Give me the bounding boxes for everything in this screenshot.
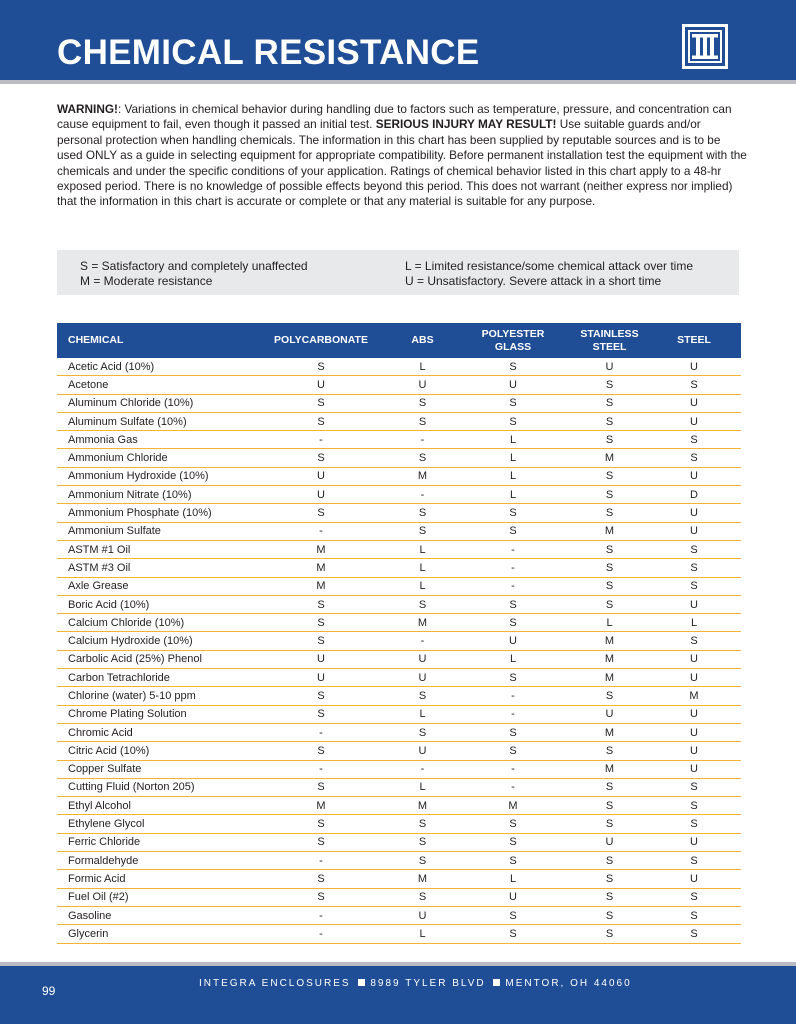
- polycarbonate-rating: -: [319, 525, 323, 538]
- chemical-name: Acetone: [68, 378, 109, 391]
- footer-street: 8989 TYLER BLVD: [370, 978, 486, 989]
- steel-rating: S: [690, 854, 698, 867]
- stainless-steel-rating: S: [605, 415, 614, 428]
- chemical-name: Copper Sulfate: [68, 763, 142, 776]
- chemical-name: Citric Acid (10%): [68, 744, 150, 757]
- abs-rating: M: [417, 470, 428, 483]
- steel-rating: U: [690, 470, 698, 483]
- table-row: [57, 815, 741, 833]
- polyester-glass-rating: S: [509, 360, 517, 373]
- table-row: [57, 358, 741, 376]
- abs-rating: M: [417, 872, 428, 885]
- polycarbonate-rating: U: [317, 653, 325, 666]
- table-row: [57, 578, 741, 596]
- square-bullet-icon: [493, 979, 500, 986]
- stainless-steel-rating: S: [605, 433, 614, 446]
- polyester-glass-rating: S: [509, 671, 517, 684]
- polyester-glass-rating: L: [509, 488, 517, 501]
- polycarbonate-rating: S: [317, 360, 325, 373]
- polyester-glass-rating: L: [509, 653, 517, 666]
- abs-rating: -: [420, 488, 425, 501]
- polyester-glass-rating: S: [509, 598, 517, 611]
- legend-satisfactory: S = Satisfactory and completely unaffected: [80, 259, 308, 273]
- steel-rating: U: [690, 598, 698, 611]
- polycarbonate-rating: S: [317, 415, 325, 428]
- table-row: [57, 852, 741, 870]
- header-divider: [0, 80, 796, 84]
- table-row: [57, 504, 741, 522]
- chemical-name: Ammonium Phosphate (10%): [68, 507, 212, 520]
- table-row: [57, 889, 741, 907]
- abs-rating: S: [418, 397, 427, 410]
- table-row: [57, 706, 741, 724]
- stainless-steel-rating: S: [605, 561, 614, 574]
- polyester-glass-rating: L: [509, 872, 517, 885]
- stainless-steel-rating: S: [605, 598, 614, 611]
- polyester-glass-rating: L: [509, 433, 517, 446]
- polyester-glass-rating: L: [509, 470, 517, 483]
- stainless-steel-rating: S: [605, 397, 614, 410]
- polyester-glass-rating: S: [509, 927, 517, 940]
- polyester-glass-rating: S: [509, 415, 517, 428]
- chemical-name: Ammonium Chloride: [68, 452, 168, 465]
- polycarbonate-rating: -: [319, 726, 323, 739]
- polycarbonate-rating: U: [317, 378, 325, 391]
- table-row: [57, 449, 741, 467]
- header-polycarbonate: POLYCARBONATE: [274, 334, 368, 346]
- chemical-name: Axle Grease: [68, 580, 129, 593]
- steel-rating: U: [690, 726, 698, 739]
- table-row: [57, 413, 741, 431]
- stainless-steel-rating: U: [605, 360, 614, 373]
- chemical-resistance-table: [57, 323, 741, 944]
- table-row: [57, 797, 741, 815]
- abs-rating: S: [418, 525, 427, 538]
- polyester-glass-rating: S: [509, 854, 517, 867]
- steel-rating: U: [690, 525, 698, 538]
- polyester-glass-rating: S: [509, 744, 517, 757]
- chemical-name: Ammonium Sulfate: [68, 525, 161, 538]
- legend-limited: L = Limited resistance/some chemical attack over time: [405, 259, 694, 273]
- steel-rating: S: [690, 927, 698, 940]
- chemical-name: Formaldehyde: [68, 854, 139, 867]
- steel-rating: U: [690, 836, 698, 849]
- chemical-name: Ethylene Glycol: [68, 818, 145, 831]
- table-row: [57, 486, 741, 504]
- table-body: [57, 358, 741, 944]
- polyester-glass-rating: S: [509, 507, 517, 520]
- abs-rating: M: [417, 799, 428, 812]
- polyester-glass-rating: -: [511, 763, 515, 776]
- abs-rating: S: [418, 507, 427, 520]
- chemical-name: Cutting Fluid (Norton 205): [68, 781, 195, 794]
- steel-rating: S: [690, 891, 698, 904]
- steel-rating: D: [690, 488, 698, 501]
- stainless-steel-rating: S: [605, 909, 614, 922]
- chemical-name: Chrome Plating Solution: [68, 708, 187, 721]
- table-row: [57, 523, 741, 541]
- abs-rating: S: [418, 452, 427, 465]
- ratings-legend: [57, 250, 739, 295]
- steel-rating: U: [690, 415, 698, 428]
- header-chemical: CHEMICAL: [68, 334, 124, 346]
- polycarbonate-rating: S: [317, 598, 325, 611]
- abs-rating: M: [417, 616, 428, 629]
- abs-rating: S: [418, 726, 427, 739]
- steel-rating: U: [690, 744, 698, 757]
- stainless-steel-rating: M: [604, 763, 615, 776]
- chemical-name: Chlorine (water) 5-10 ppm: [68, 689, 196, 702]
- polyester-glass-rating: -: [511, 689, 515, 702]
- footer-address: [199, 978, 632, 989]
- table-row: [57, 376, 741, 394]
- stainless-steel-rating: S: [605, 507, 614, 520]
- stainless-steel-rating: M: [604, 671, 615, 684]
- table-row: [57, 632, 741, 650]
- stainless-steel-rating: M: [604, 726, 615, 739]
- table-row: [57, 559, 741, 577]
- polycarbonate-rating: -: [319, 763, 323, 776]
- footer-city: MENTOR, OH 44060: [505, 978, 632, 989]
- steel-rating: S: [690, 561, 698, 574]
- polycarbonate-rating: S: [317, 818, 325, 831]
- header-abs: ABS: [411, 334, 434, 346]
- steel-rating: S: [690, 378, 698, 391]
- steel-rating: S: [690, 452, 698, 465]
- steel-rating: S: [690, 781, 698, 794]
- steel-rating: S: [690, 799, 698, 812]
- polyester-glass-rating: -: [511, 781, 515, 794]
- legend-moderate: M = Moderate resistance: [80, 274, 213, 288]
- table-row: [57, 925, 741, 943]
- polyester-glass-rating: S: [509, 397, 517, 410]
- steel-rating: M: [689, 689, 699, 702]
- table-row: [57, 431, 741, 449]
- steel-rating: S: [690, 580, 698, 593]
- polyester-glass-rating: -: [511, 543, 515, 556]
- stainless-steel-rating: M: [604, 525, 615, 538]
- table-row: [57, 614, 741, 632]
- polyester-glass-rating: S: [509, 525, 517, 538]
- footer-company: INTEGRA ENCLOSURES: [199, 978, 351, 989]
- polyester-glass-rating: S: [509, 818, 517, 831]
- stainless-steel-rating: S: [605, 580, 614, 593]
- warning-text-2: Use suitable guards and/or personal protection when handling chemicals. The information in this chart has been supplied by reputable sources and is to be used ONLY as a guide in selecting equipment for appropriate compatibility. Before permanent installation test the equipment with the chemicals and under the specific conditions of your application. Ratings of chemical behavior listed in this chart apply to a 48-hr exposed period. There is no knowledge of possible effects beyond this period. This does not warrant (neither express nor implied) that the information in this chart is accurate or complete or that any material is suitable for any purpose.: [57, 117, 747, 209]
- warning-label: WARNING!: [57, 102, 118, 116]
- chemical-name: Ferric Chloride: [68, 836, 141, 849]
- stainless-steel-rating: S: [605, 543, 614, 556]
- chemical-name: Calcium Hydroxide (10%): [68, 635, 193, 648]
- chemical-name: Calcium Chloride (10%): [68, 616, 185, 629]
- page-number: 99: [42, 984, 56, 998]
- steel-rating: U: [690, 872, 698, 885]
- polycarbonate-rating: U: [317, 470, 325, 483]
- polyester-glass-rating: M: [508, 799, 518, 812]
- steel-rating: S: [690, 433, 698, 446]
- table-header-row: [57, 323, 741, 358]
- abs-rating: S: [418, 836, 427, 849]
- stainless-steel-rating: U: [605, 836, 614, 849]
- polyester-glass-rating: S: [509, 616, 517, 629]
- polycarbonate-rating: S: [317, 635, 325, 648]
- polyester-glass-rating: U: [509, 378, 517, 391]
- abs-rating: U: [418, 744, 427, 757]
- stainless-steel-rating: L: [606, 616, 613, 629]
- table-row: [57, 724, 741, 742]
- table-row: [57, 779, 741, 797]
- chemical-name: ASTM #1 Oil: [68, 543, 131, 556]
- polycarbonate-rating: S: [317, 616, 325, 629]
- steel-rating: U: [690, 671, 698, 684]
- steel-rating: U: [690, 507, 698, 520]
- abs-rating: L: [419, 580, 426, 593]
- polyester-glass-rating: S: [509, 836, 517, 849]
- abs-rating: L: [419, 708, 426, 721]
- abs-rating: U: [418, 378, 427, 391]
- stainless-steel-rating: M: [604, 452, 615, 465]
- abs-rating: L: [419, 561, 426, 574]
- polycarbonate-rating: M: [316, 799, 326, 812]
- abs-rating: -: [420, 433, 425, 446]
- stainless-steel-rating: S: [605, 689, 614, 702]
- warning-text-1: : Variations in chemical behavior during handling due to factors such as temperature, pressure, and concentration can cause equipment to fail, even though it passed an initial test.: [57, 102, 732, 132]
- polycarbonate-rating: U: [317, 671, 325, 684]
- table-row: [57, 596, 741, 614]
- warning-emphasis: SERIOUS INJURY MAY RESULT!: [375, 117, 557, 132]
- polycarbonate-rating: M: [316, 561, 326, 574]
- stainless-steel-rating: M: [604, 635, 615, 648]
- steel-rating: S: [690, 909, 698, 922]
- table-row: [57, 669, 741, 687]
- chemical-name: ASTM #3 Oil: [68, 561, 131, 574]
- abs-rating: S: [418, 415, 427, 428]
- stainless-steel-rating: S: [605, 799, 614, 812]
- polycarbonate-rating: -: [319, 854, 323, 867]
- polycarbonate-rating: M: [316, 580, 326, 593]
- warning-notice: [57, 102, 747, 210]
- page-title: CHEMICAL RESISTANCE: [57, 33, 480, 72]
- table-row: [57, 834, 741, 852]
- chemical-name: Ammonia Gas: [68, 433, 138, 446]
- polycarbonate-rating: S: [317, 689, 325, 702]
- abs-rating: -: [420, 635, 425, 648]
- polyester-glass-rating: S: [509, 909, 517, 922]
- steel-rating: S: [690, 543, 698, 556]
- stainless-steel-rating: S: [605, 891, 614, 904]
- polycarbonate-rating: S: [317, 836, 325, 849]
- abs-rating: -: [420, 763, 425, 776]
- stainless-steel-rating: S: [605, 378, 614, 391]
- header-polyester-glass: POLYESTER GLASS: [481, 327, 545, 353]
- polyester-glass-rating: U: [509, 891, 517, 904]
- abs-rating: L: [419, 543, 426, 556]
- abs-rating: S: [418, 689, 427, 702]
- stainless-steel-rating: S: [605, 744, 614, 757]
- chemical-name: Glycerin: [68, 927, 109, 940]
- integra-logo-icon: [682, 24, 728, 69]
- polycarbonate-rating: M: [316, 543, 326, 556]
- polyester-glass-rating: -: [511, 708, 515, 721]
- abs-rating: U: [418, 653, 427, 666]
- polyester-glass-rating: -: [511, 561, 515, 574]
- table-row: [57, 687, 741, 705]
- steel-rating: S: [690, 818, 698, 831]
- polyester-glass-rating: U: [509, 635, 517, 648]
- chemical-name: Aluminum Sulfate (10%): [68, 415, 187, 428]
- abs-rating: S: [418, 818, 427, 831]
- abs-rating: S: [418, 854, 427, 867]
- chemical-name: Acetic Acid (10%): [68, 360, 155, 373]
- polycarbonate-rating: S: [317, 452, 325, 465]
- table-row: [57, 907, 741, 925]
- stainless-steel-rating: S: [605, 818, 614, 831]
- chemical-name: Fuel Oil (#2): [68, 891, 129, 904]
- polycarbonate-rating: S: [317, 708, 325, 721]
- chemical-name: Carbolic Acid (25%) Phenol: [68, 653, 202, 666]
- polycarbonate-rating: S: [317, 891, 325, 904]
- polycarbonate-rating: -: [319, 433, 323, 446]
- table-row: [57, 395, 741, 413]
- table-row: [57, 761, 741, 779]
- chemical-name: Chromic Acid: [68, 726, 133, 739]
- square-bullet-icon: [358, 979, 365, 986]
- polycarbonate-rating: -: [319, 927, 323, 940]
- polycarbonate-rating: S: [317, 872, 325, 885]
- chemical-name: Ethyl Alcohol: [68, 799, 131, 812]
- chemical-name: Boric Acid (10%): [68, 598, 150, 611]
- abs-rating: S: [418, 598, 427, 611]
- steel-rating: L: [690, 616, 698, 629]
- steel-rating: U: [690, 653, 698, 666]
- polycarbonate-rating: S: [317, 744, 325, 757]
- stainless-steel-rating: S: [605, 927, 614, 940]
- stainless-steel-rating: S: [605, 488, 614, 501]
- legend-unsatisfactory: U = Unsatisfactory. Severe attack in a short time: [405, 274, 662, 288]
- abs-rating: S: [418, 891, 427, 904]
- polycarbonate-rating: -: [319, 909, 323, 922]
- header-steel: STEEL: [677, 334, 711, 346]
- abs-rating: L: [419, 360, 426, 373]
- abs-rating: L: [419, 781, 426, 794]
- table-row: [57, 468, 741, 486]
- abs-rating: U: [418, 671, 427, 684]
- table-row: [57, 742, 741, 760]
- steel-rating: S: [690, 635, 698, 648]
- table-row: [57, 870, 741, 888]
- chemical-name: Aluminum Chloride (10%): [68, 397, 194, 410]
- chemical-name: Carbon Tetrachloride: [68, 671, 170, 684]
- table-row: [57, 651, 741, 669]
- steel-rating: U: [690, 360, 698, 373]
- steel-rating: U: [690, 708, 698, 721]
- chemical-name: Formic Acid: [68, 872, 126, 885]
- polyester-glass-rating: S: [509, 726, 517, 739]
- chemical-name: Gasoline: [68, 909, 112, 922]
- polycarbonate-rating: S: [317, 781, 325, 794]
- steel-rating: U: [690, 397, 698, 410]
- stainless-steel-rating: S: [605, 781, 614, 794]
- stainless-steel-rating: S: [605, 872, 614, 885]
- stainless-steel-rating: U: [605, 708, 614, 721]
- polyester-glass-rating: -: [511, 580, 515, 593]
- polycarbonate-rating: S: [317, 507, 325, 520]
- page-footer: [0, 966, 796, 1024]
- polyester-glass-rating: L: [509, 452, 517, 465]
- chemical-name: Ammonium Hydroxide (10%): [68, 470, 209, 483]
- chemical-name: Ammonium Nitrate (10%): [68, 488, 192, 501]
- abs-rating: L: [419, 927, 426, 940]
- polycarbonate-rating: U: [317, 488, 325, 501]
- abs-rating: U: [418, 909, 427, 922]
- stainless-steel-rating: S: [605, 470, 614, 483]
- stainless-steel-rating: S: [605, 854, 614, 867]
- table-row: [57, 541, 741, 559]
- stainless-steel-rating: M: [604, 653, 615, 666]
- polycarbonate-rating: S: [317, 397, 325, 410]
- header-stainless-steel: STAINLESS STEEL: [580, 327, 639, 353]
- steel-rating: U: [690, 763, 698, 776]
